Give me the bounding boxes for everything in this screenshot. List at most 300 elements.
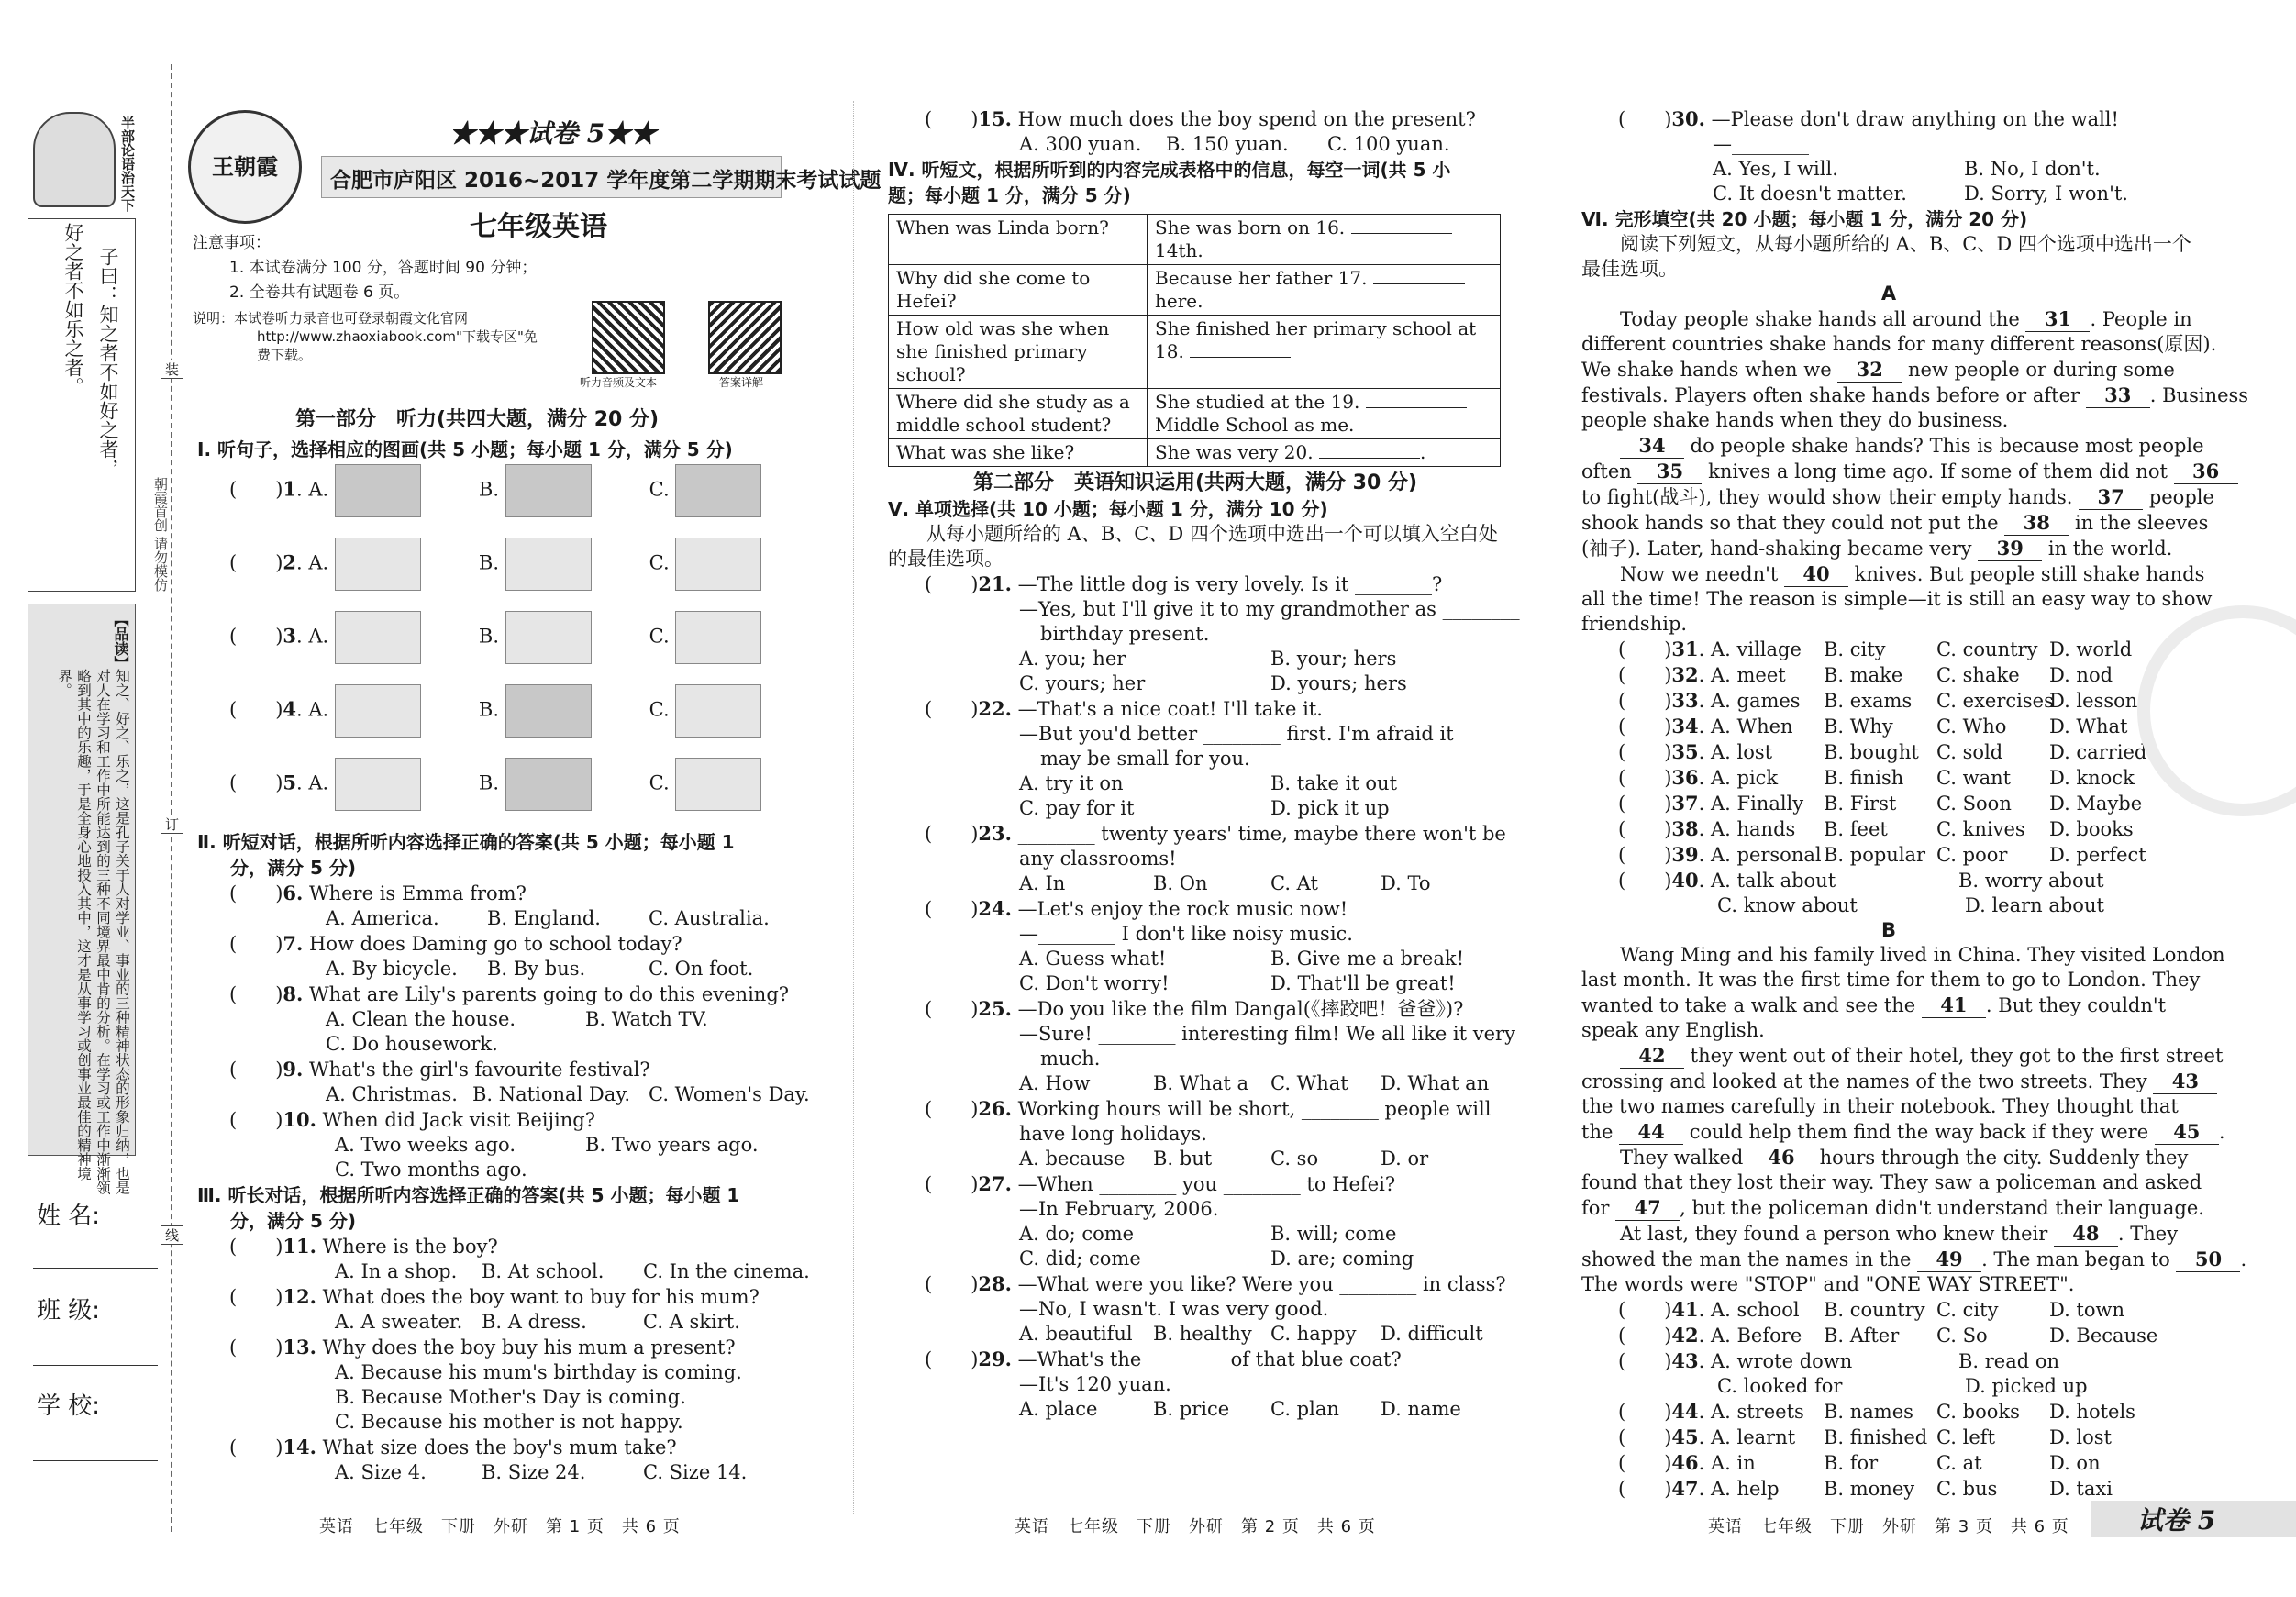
quote-box bbox=[28, 218, 136, 592]
pic-question-1: ( )1. A. B. C. bbox=[229, 464, 761, 538]
passage-line bbox=[1581, 943, 2225, 968]
school-field[interactable] bbox=[33, 1460, 158, 1461]
passage-line bbox=[1581, 1272, 2196, 1297]
picture-option bbox=[675, 538, 761, 591]
options-14: A. Size 4. B. Size 24. C. Size 14. bbox=[335, 1461, 748, 1483]
option-row-40: ( )40. A. talk about B. worry about bbox=[1618, 869, 2104, 892]
option-choice: C. So bbox=[1936, 1325, 1988, 1347]
cloze-blank[interactable]: 42 bbox=[1620, 1043, 1684, 1069]
picture-option bbox=[335, 538, 421, 591]
passage-b-label: B bbox=[1880, 919, 1896, 941]
footer-page-2: 英语 七年级 下册 外研 第 2 页 共 6 页 bbox=[1015, 1517, 1376, 1536]
passage-text: they went out of their hotel, they got to the first street bbox=[1684, 1045, 2224, 1067]
options-23: A. In B. On C. At D. To bbox=[1019, 872, 1431, 894]
passage-text: do people shake hands? This is because most people bbox=[1684, 435, 2204, 457]
cloze-blank[interactable]: 48 bbox=[2054, 1221, 2118, 1247]
pic-question-4: ( )4. A. B. C. bbox=[229, 684, 761, 758]
passage-text: all the time! The reason is simple—it is still an easy way to show bbox=[1581, 588, 2213, 610]
q26-b: have long holidays. bbox=[1019, 1123, 1207, 1145]
passage-text: hours through the city. Suddenly they bbox=[1813, 1147, 2189, 1169]
q21-b: —Yes, but I'll give it to my grandmother as ________ bbox=[1019, 598, 1520, 620]
option-number: ( )32. bbox=[1618, 663, 1711, 686]
question-14: ( )14. What size does the boy's mum take? bbox=[229, 1436, 677, 1458]
picture-option bbox=[335, 758, 421, 811]
options-15: A. 300 yuan. B. 150 yuan. C. 100 yuan. bbox=[1019, 133, 1450, 155]
pic-question-5: ( )5. A. B. C. bbox=[229, 758, 761, 831]
option-row bbox=[1581, 688, 2196, 714]
paper-number: ★★★试卷 5★★ bbox=[449, 118, 657, 149]
school-label: 学 校: bbox=[37, 1392, 101, 1420]
passage-text: showed the man the names in the bbox=[1581, 1248, 1918, 1270]
qr-caption-answer: 答案详解 bbox=[719, 376, 764, 389]
option-choice: A. help bbox=[1710, 1478, 1780, 1500]
passage-line bbox=[1581, 510, 2209, 536]
passage-line bbox=[1581, 1145, 2196, 1170]
options-24: A. Guess what! B. Give me a break! bbox=[1019, 948, 1465, 970]
passage-line bbox=[1581, 1069, 2200, 1094]
q22-c: may be small for you. bbox=[1040, 748, 1250, 770]
cloze-blank[interactable]: 36 bbox=[2174, 459, 2238, 484]
passage-text: , but the policeman didn't understand their language. bbox=[1680, 1197, 2204, 1219]
class-label: 班 级: bbox=[37, 1297, 101, 1325]
option-choice: B. country bbox=[1823, 1299, 1925, 1321]
cloze-blank[interactable]: 41 bbox=[1922, 993, 1986, 1018]
option-choice: D. hotels bbox=[2048, 1401, 2135, 1423]
option-row bbox=[1581, 662, 2196, 688]
option-number: ( )42. bbox=[1618, 1324, 1711, 1347]
passage-text: found that they lost their way. They saw a policeman and asked bbox=[1581, 1171, 2202, 1193]
passage-line bbox=[1581, 587, 2213, 612]
options-8: A. Clean the house. B. Watch TV. bbox=[326, 1008, 708, 1030]
picture-option bbox=[505, 538, 592, 591]
answer-blank[interactable] bbox=[1366, 407, 1467, 408]
option-choice: B. finish bbox=[1823, 767, 1904, 789]
passage-text: could help them find the way back if they were bbox=[1683, 1121, 2155, 1143]
option-choice: C. city bbox=[1936, 1299, 1999, 1321]
option-choice: C. at bbox=[1936, 1452, 1982, 1474]
passage-text: the two names carefully in their notebook. They thought that bbox=[1581, 1095, 2179, 1117]
option-choice: B. After bbox=[1823, 1325, 1900, 1347]
option-choice: A. streets bbox=[1710, 1401, 1804, 1423]
pindu-label: 【品读】 bbox=[112, 612, 129, 671]
question-26: ( )26. Working hours will be short, ________ people will bbox=[925, 1097, 1492, 1120]
passage-line bbox=[1581, 536, 2196, 561]
copyright-note: 朝霞首创 请勿模仿 bbox=[152, 477, 169, 592]
cloze-blank[interactable]: 31 bbox=[2025, 306, 2090, 332]
options-29: A. place B. price C. plan D. name bbox=[1019, 1398, 1461, 1420]
part1-title: 第一部分 听力(共四大题，满分 20 分) bbox=[295, 408, 660, 431]
qr-code-audio-icon[interactable] bbox=[592, 301, 665, 374]
option-row bbox=[1581, 714, 2196, 739]
q22-b: —But you'd better ________ first. I'm afraid it bbox=[1019, 723, 1454, 745]
picture-option bbox=[505, 758, 592, 811]
table-row: How old was she when she finished primary school? She finished her primary school at 18. bbox=[889, 316, 1501, 389]
option-choice: A. personal bbox=[1710, 844, 1822, 866]
passage-text: friendship. bbox=[1581, 613, 1688, 635]
cloze-blank[interactable]: 37 bbox=[2079, 484, 2143, 510]
option-choice: D. nod bbox=[2048, 664, 2113, 686]
option-choice: D. taxi bbox=[2048, 1478, 2113, 1500]
cloze-blank[interactable]: 34 bbox=[1620, 433, 1684, 459]
picture-option bbox=[505, 464, 592, 517]
option-choice: B. city bbox=[1823, 638, 1886, 660]
passage-text: . Business bbox=[2149, 384, 2249, 406]
option-row-40b: C. know about D. learn about bbox=[1717, 894, 2104, 916]
question-9: ( )9. What's the girl's favourite festival? bbox=[229, 1058, 650, 1081]
question-25: ( )25. —Do you like the film Dangal(《摔跤吧！爸爸》)? bbox=[925, 997, 1464, 1020]
mascot-icon bbox=[33, 112, 116, 207]
q23-b: any classrooms! bbox=[1019, 848, 1177, 870]
passage-line bbox=[1581, 408, 2196, 433]
binding-mark-3: 线 bbox=[161, 1225, 183, 1245]
passage-a-label: A bbox=[1880, 283, 1897, 305]
option-number: ( )47. bbox=[1618, 1477, 1711, 1500]
option-choice: D. carried bbox=[2048, 741, 2147, 763]
note-3a: 说明：本试卷听力录音也可登录朝霞文化官网 bbox=[193, 310, 469, 327]
picture-option bbox=[675, 758, 761, 811]
passage-text: knives a long time ago. If some of them did not bbox=[1702, 460, 2174, 482]
option-choice: C. Soon bbox=[1936, 793, 2012, 815]
option-choice: C. knives bbox=[1936, 818, 2025, 840]
section-3-title-b: 分，满分 5 分) bbox=[230, 1210, 356, 1232]
cloze-blank[interactable]: 32 bbox=[1837, 357, 1902, 383]
option-choice: A. Finally bbox=[1710, 793, 1804, 815]
question-12: ( )12. What does the boy want to buy for his mum? bbox=[229, 1285, 760, 1308]
question-29: ( )29. —What's the ________ of that blue coat? bbox=[925, 1347, 1402, 1370]
option-number: ( )37. bbox=[1618, 792, 1711, 815]
option-row bbox=[1581, 1450, 2196, 1476]
pindu-box bbox=[28, 604, 136, 1195]
cloze-blank[interactable]: 44 bbox=[1619, 1119, 1683, 1145]
option-choice: C. want bbox=[1936, 767, 2012, 789]
passage-line bbox=[1581, 357, 2196, 383]
passage-text: . bbox=[2240, 1248, 2247, 1270]
question-30: ( )30. —Please don't draw anything on the wall! bbox=[1618, 107, 2119, 130]
question-13: ( )13. Why does the boy buy his mum a present? bbox=[229, 1336, 736, 1359]
passage-line bbox=[1581, 1195, 2204, 1221]
option-number: ( )33. bbox=[1618, 689, 1711, 712]
passage-text: At last, they found a person who knew their bbox=[1620, 1223, 2054, 1245]
option-number: ( )44. bbox=[1618, 1400, 1711, 1423]
passage-line bbox=[1581, 1221, 2196, 1247]
answer-blank[interactable] bbox=[1373, 283, 1465, 284]
option-row bbox=[1581, 1323, 2196, 1348]
section-6-title: Ⅵ. 完形填空(共 20 小题；每小题 1 分，满分 20 分) bbox=[1581, 208, 2028, 230]
passage-text: different countries shake hands for many different reasons(原因). bbox=[1581, 333, 2217, 355]
info-table bbox=[888, 214, 1501, 467]
option-choice: A. meet bbox=[1710, 664, 1786, 686]
q25-c: much. bbox=[1040, 1048, 1101, 1070]
passage-line bbox=[1581, 1119, 2225, 1145]
passage-text: in the world. bbox=[2042, 538, 2173, 560]
options-11: A. In a shop. B. At school. C. In the cinema. bbox=[335, 1260, 810, 1282]
passage-text: the bbox=[1581, 1121, 1620, 1143]
answer-blank[interactable] bbox=[1351, 233, 1452, 234]
question-23: ( )23. ________ twenty years' time, maybe there won't be bbox=[925, 822, 1506, 845]
passage-line bbox=[1581, 1043, 2224, 1069]
passage-line bbox=[1581, 612, 2196, 637]
options-7: A. By bicycle. B. By bus. C. On foot. bbox=[326, 958, 754, 980]
cloze-blank[interactable]: 50 bbox=[2176, 1247, 2240, 1272]
passage-line bbox=[1581, 459, 2220, 484]
passage-line bbox=[1581, 484, 2214, 510]
option-choice: C. bus bbox=[1936, 1478, 1998, 1500]
passage-text: We shake hands when we bbox=[1581, 359, 1838, 381]
quote-line-2: 好之者不如乐之者。 bbox=[62, 223, 84, 396]
options-30: A. Yes, I will. B. No, I don't. bbox=[1713, 158, 2101, 180]
table-row: What was she like? She was very 20. . bbox=[889, 439, 1501, 467]
note-3b: http://www.zhaoxiabook.com"下载专区"免 bbox=[257, 328, 538, 345]
option-row bbox=[1581, 816, 2196, 842]
passage-line bbox=[1581, 306, 2196, 332]
options-a bbox=[1581, 637, 2196, 868]
passage-a bbox=[1581, 306, 2249, 637]
name-field[interactable] bbox=[33, 1268, 158, 1269]
answer-blank[interactable] bbox=[1190, 357, 1291, 358]
passage-line bbox=[1581, 968, 2201, 993]
options-27: A. do; come B. will; come bbox=[1019, 1223, 1397, 1245]
picture-questions bbox=[229, 464, 761, 831]
q29-b: —It's 120 yuan. bbox=[1019, 1373, 1171, 1395]
option-choice: B. exams bbox=[1823, 690, 1913, 712]
section-6-instruction: 阅读下列短文，从每小题所给的 A、B、C、D 四个选项中选出一个最佳选项。 bbox=[1581, 233, 2191, 280]
binding-line bbox=[171, 64, 172, 1532]
q27-b: —In February, 2006. bbox=[1019, 1198, 1219, 1220]
passage-line bbox=[1581, 1094, 2196, 1119]
option-row bbox=[1581, 1399, 2196, 1425]
option-13c: C. Because his mother is not happy. bbox=[335, 1411, 683, 1433]
option-number: ( )38. bbox=[1618, 817, 1711, 840]
footer-tag-text: 试卷 5 bbox=[2137, 1505, 2216, 1536]
pic-question-3: ( )3. A. B. C. bbox=[229, 611, 761, 684]
passage-text: The words were "STOP" and "ONE WAY STREET". bbox=[1581, 1273, 2075, 1295]
passage-text: often bbox=[1581, 460, 1638, 482]
question-8: ( )8. What are Lily's parents going to do this evening? bbox=[229, 982, 790, 1005]
picture-option bbox=[675, 684, 761, 738]
passage-text: They walked bbox=[1620, 1147, 1749, 1169]
option-choice: B. names bbox=[1823, 1401, 1913, 1423]
notes-title: 注意事项： bbox=[193, 234, 271, 252]
q24-b: —________ I don't like noisy music. bbox=[1019, 923, 1353, 945]
q21-c: birthday present. bbox=[1040, 623, 1210, 645]
option-choice: D. town bbox=[2048, 1299, 2125, 1321]
option-choice: D. lessons bbox=[2048, 690, 2148, 712]
option-row bbox=[1581, 637, 2196, 662]
section-4-title-b: 题；每小题 1 分，满分 5 分) bbox=[888, 184, 1131, 206]
question-15: ( )15. How much does the boy spend on the present? bbox=[925, 107, 1476, 130]
passage-text: speak any English. bbox=[1581, 1019, 1765, 1041]
passage-line bbox=[1581, 1170, 2202, 1195]
question-6: ( )6. Where is Emma from? bbox=[229, 882, 527, 904]
options-30b: C. It doesn't matter. D. Sorry, I won't. bbox=[1713, 183, 2128, 205]
option-choice: A. in bbox=[1710, 1452, 1756, 1474]
option-row bbox=[1581, 842, 2196, 868]
option-choice: A. games bbox=[1710, 690, 1801, 712]
option-choice: C. books bbox=[1936, 1401, 2020, 1423]
option-choice: A. school bbox=[1710, 1299, 1800, 1321]
passage-text: people shake hands when they do business. bbox=[1581, 409, 2009, 431]
passage-text: . The man began to bbox=[1981, 1248, 2177, 1270]
section-2-title-a: Ⅱ. 听短对话，根据所听内容选择正确的答案(共 5 小题；每小题 1 bbox=[197, 831, 735, 853]
question-22: ( )22. —That's a nice coat! I'll take it. bbox=[925, 697, 1323, 720]
option-choice: D. knock bbox=[2048, 767, 2135, 789]
option-choice: B. Why bbox=[1823, 715, 1893, 738]
section-1-title: Ⅰ. 听句子，选择相应的图画(共 5 小题；每小题 1 分，满分 5 分) bbox=[197, 438, 733, 460]
passage-text: people bbox=[2143, 486, 2214, 508]
options-28: A. beautiful B. healthy C. happy D. difficult bbox=[1019, 1323, 1483, 1345]
option-choice: B. make bbox=[1823, 664, 1903, 686]
option-choice: D. world bbox=[2048, 638, 2133, 660]
picture-option bbox=[505, 684, 592, 738]
column-divider bbox=[853, 101, 854, 1514]
note-3c: 费下载。 bbox=[257, 347, 313, 363]
option-choice: B. finished bbox=[1823, 1426, 1928, 1448]
options-21b: C. yours; her D. yours; hers bbox=[1019, 672, 1407, 694]
passage-line bbox=[1581, 993, 2196, 1018]
option-row bbox=[1581, 1297, 2196, 1323]
cloze-blank[interactable]: 46 bbox=[1749, 1145, 1814, 1170]
cloze-blank[interactable]: 38 bbox=[2004, 510, 2069, 536]
cloze-blank[interactable]: 45 bbox=[2155, 1119, 2219, 1145]
section-2-title-b: 分，满分 5 分) bbox=[230, 857, 356, 879]
option-choice: D. Because bbox=[2048, 1325, 2158, 1347]
notes bbox=[193, 231, 538, 364]
name-label: 姓 名: bbox=[37, 1203, 101, 1230]
picture-option bbox=[675, 611, 761, 664]
passage-text: . bbox=[2218, 1121, 2225, 1143]
passage-text: Wang Ming and his family lived in China. They visited London bbox=[1620, 944, 2225, 966]
qr-caption-audio: 听力音频及文本 bbox=[580, 376, 658, 389]
option-choice: C. shake bbox=[1936, 664, 2020, 686]
passage-line bbox=[1581, 433, 2204, 459]
passage-text: shook hands so that they could not put the bbox=[1581, 512, 2005, 534]
column-3-text bbox=[1581, 106, 2249, 1502]
option-choice: A. When bbox=[1710, 715, 1793, 738]
table-row: When was Linda born? She was born on 16. 14th. bbox=[889, 215, 1501, 265]
options-b1 bbox=[1581, 1297, 2196, 1348]
passage-text: (袖子). Later, hand-shaking became very bbox=[1581, 538, 1979, 560]
cloze-blank[interactable]: 33 bbox=[2086, 383, 2150, 408]
option-choice: A. learnt bbox=[1710, 1426, 1796, 1448]
option-choice: D. on bbox=[2048, 1452, 2101, 1474]
options-9: A. Christmas. B. National Day. C. Women's Day. bbox=[326, 1083, 810, 1105]
passage-text: last month. It was the first time for them to go to London. They bbox=[1581, 969, 2201, 991]
section-4-title-a: Ⅳ. 听短文，根据所听到的内容完成表格中的信息，每空一词(共 5 小 bbox=[888, 159, 1451, 181]
question-27: ( )27. —When ________ you ________ to Hefei? bbox=[925, 1172, 1396, 1195]
passage-line bbox=[1581, 561, 2205, 587]
passage-text: festivals. Players often shake hands before or after bbox=[1581, 384, 2086, 406]
cloze-blank[interactable]: 47 bbox=[1615, 1195, 1680, 1221]
option-13b: B. Because Mother's Day is coming. bbox=[335, 1386, 686, 1408]
option-choice: A. village bbox=[1710, 638, 1802, 660]
option-row bbox=[1581, 1476, 2196, 1502]
passage-text: knives. But people still shake hands bbox=[1847, 563, 2205, 585]
answer-blank[interactable] bbox=[1319, 458, 1420, 459]
passage-text: to fight(战斗), they would show their empty hands. bbox=[1581, 486, 2080, 508]
option-choice: B. for bbox=[1823, 1452, 1879, 1474]
options-10c: C. Two months ago. bbox=[335, 1159, 527, 1181]
option-choice: D. Maybe bbox=[2048, 793, 2143, 815]
pic-question-2: ( )2. A. B. C. bbox=[229, 538, 761, 611]
cloze-blank[interactable]: 43 bbox=[2153, 1069, 2217, 1094]
footer-page-3: 英语 七年级 下册 外研 第 3 页 共 6 页 bbox=[1708, 1517, 2069, 1536]
options-8c: C. Do housework. bbox=[326, 1033, 498, 1055]
logo-text: 王朝霞 bbox=[212, 153, 278, 180]
option-choice: D. perfect bbox=[2048, 844, 2146, 866]
passage-text: . But they couldn't bbox=[1985, 994, 2167, 1016]
option-choice: B. bought bbox=[1823, 741, 1919, 763]
note-1: 1. 本试卷满分 100 分，答题时间 90 分钟； bbox=[229, 259, 538, 277]
picture-option bbox=[675, 464, 761, 517]
passage-text: for bbox=[1581, 1197, 1616, 1219]
option-choice: C. poor bbox=[1936, 844, 2008, 866]
question-24: ( )24. —Let's enjoy the rock music now! bbox=[925, 897, 1348, 920]
q25-b: —Sure! ________ interesting film! We all like it very bbox=[1019, 1023, 1515, 1045]
option-number: ( )46. bbox=[1618, 1451, 1711, 1474]
option-number: ( )39. bbox=[1618, 843, 1711, 866]
section-3-title-a: Ⅲ. 听长对话，根据所听内容选择正确的答案(共 5 小题；每小题 1 bbox=[197, 1184, 740, 1206]
q30-b: —________ bbox=[1713, 133, 1809, 155]
option-choice: C. country bbox=[1936, 638, 2038, 660]
cloze-blank[interactable]: 35 bbox=[1637, 459, 1702, 484]
option-choice: C. Who bbox=[1936, 715, 2007, 738]
part2-title: 第二部分 英语知识运用(共两大题，满分 30 分) bbox=[972, 471, 1418, 494]
table-row: Where did she study as a middle school student? She studied at the 19. Middle School as me. bbox=[889, 389, 1501, 439]
passage-b bbox=[1581, 943, 2247, 1297]
options-10: A. Two weeks ago. B. Two years ago. bbox=[335, 1134, 759, 1156]
option-choice: B. money bbox=[1823, 1478, 1915, 1500]
cloze-blank[interactable]: 49 bbox=[1917, 1247, 1981, 1272]
qr-code-answer-icon[interactable] bbox=[708, 301, 782, 374]
option-number: ( )41. bbox=[1618, 1298, 1711, 1321]
option-choice: B. feet bbox=[1823, 818, 1888, 840]
passage-text: crossing and looked at the names of the two streets. They bbox=[1581, 1070, 2154, 1092]
picture-option bbox=[335, 684, 421, 738]
logo-icon bbox=[188, 110, 302, 224]
picture-option bbox=[335, 464, 421, 517]
option-choice: A. Before bbox=[1710, 1325, 1802, 1347]
question-7: ( )7. How does Daming go to school today? bbox=[229, 932, 682, 955]
option-choice: C. left bbox=[1936, 1426, 1996, 1448]
options-12: A. A sweater. B. A dress. C. A skirt. bbox=[335, 1311, 740, 1333]
cloze-blank[interactable]: 39 bbox=[1978, 536, 2042, 561]
picture-option bbox=[505, 611, 592, 664]
option-number: ( )45. bbox=[1618, 1425, 1711, 1448]
passage-text: Today people shake hands all around the bbox=[1620, 308, 2026, 330]
footer-page-1: 英语 七年级 下册 外研 第 1 页 共 6 页 bbox=[319, 1517, 681, 1536]
quote-line-1: 子曰：知之者不如好之者， bbox=[97, 247, 119, 478]
option-choice: A. pick bbox=[1710, 767, 1779, 789]
passage-line bbox=[1581, 383, 2249, 408]
option-choice: A. hands bbox=[1710, 818, 1796, 840]
passage-line bbox=[1581, 332, 2217, 357]
note-2: 2. 全卷共有试题卷 6 页。 bbox=[229, 283, 410, 302]
binding-mark-1: 装 bbox=[161, 360, 183, 379]
question-11: ( )11. Where is the boy? bbox=[229, 1235, 498, 1258]
passage-text: . They bbox=[2117, 1223, 2179, 1245]
passage-text: . People in bbox=[2090, 308, 2192, 330]
class-field[interactable] bbox=[33, 1365, 158, 1366]
passage-text: new people or during some bbox=[1902, 359, 2175, 381]
options-6: A. America. B. England. C. Australia. bbox=[326, 907, 770, 929]
option-row bbox=[1581, 791, 2196, 816]
passage-line bbox=[1581, 1018, 2196, 1043]
binding-mark-2: 订 bbox=[161, 815, 183, 834]
cloze-blank[interactable]: 40 bbox=[1784, 561, 1848, 587]
options-21: A. you; her B. your; hers bbox=[1019, 648, 1397, 670]
option-choice: B. First bbox=[1823, 793, 1897, 815]
side-strip bbox=[28, 108, 156, 1195]
